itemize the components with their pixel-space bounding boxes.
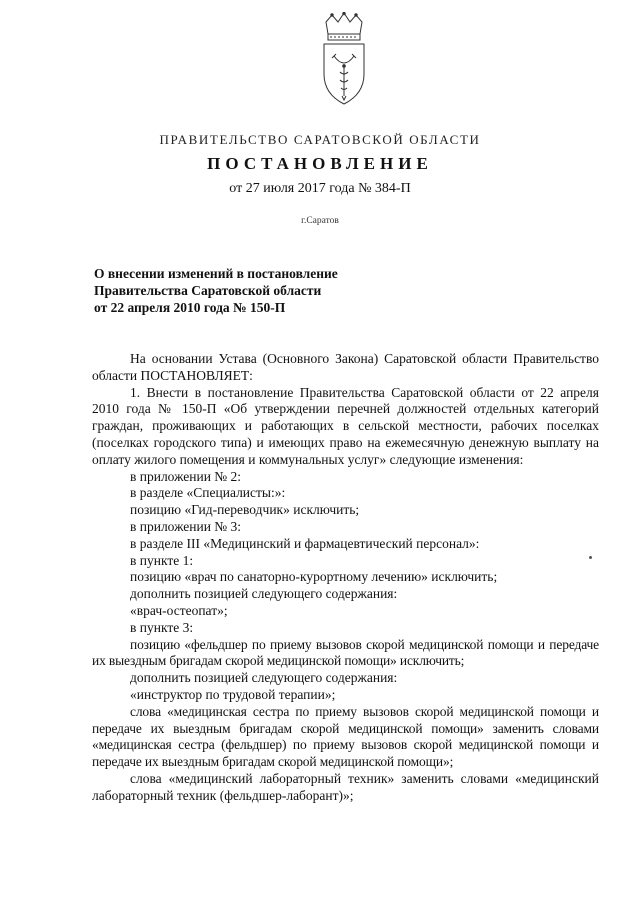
paragraph: позицию «врач по санаторно-курортному лечению» исключить; [130, 569, 498, 585]
document-title [94, 265, 494, 316]
paragraph: в разделе III «Медицинский и фармацевтический персонал»: [130, 535, 480, 551]
title-line: от 22 апреля 2010 года № 150-П [94, 300, 286, 315]
document-type: ПОСТАНОВЛЕНИЕ [207, 154, 433, 173]
paragraph: в пункте 3: [130, 619, 194, 635]
title-line: Правительства Саратовской области [94, 283, 322, 298]
paragraph: слова «медицинский лабораторный техник» заменить словами «медицинский лабораторный техник (фельдшер-лаборант)»; [92, 770, 599, 803]
paragraph: в пункте 1: [130, 552, 194, 568]
paragraph: дополнить позицией следующего содержания: [130, 586, 398, 602]
scan-speck [589, 556, 592, 559]
paragraph-basis: На основании Устава (Основного Закона) Саратовской области Правительство области ПОСТАНОВЛЯЕТ: [92, 351, 599, 383]
document-body [92, 351, 599, 805]
paragraph-item-1: 1. Внести в постановление Правительства Саратовской области от 22 апреля 2010 года № 150-П «Об утверждении перечней должностей отдельных категорий граждан, проживающих и работающих в сельской местности, рабочих поселках (поселках городского типа) и имеющих право на ежемесячную денежную выплату на оплату жилого помещения и коммунальных услуг» следующие изменения: [92, 384, 599, 467]
paragraph: дополнить позицией следующего содержания: [130, 670, 398, 686]
saratov-coat-of-arms-icon [316, 12, 372, 112]
government-name: ПРАВИТЕЛЬСТВО САРАТОВСКОЙ ОБЛАСТИ [159, 132, 481, 147]
title-line: О внесении изменений в постановление [94, 266, 338, 281]
city-name: г.Саратов [301, 216, 339, 226]
paragraph: в разделе «Специалисты:»: [130, 485, 286, 501]
paragraph: позицию «Гид-переводчик» исключить; [130, 502, 360, 518]
document-date-number: от 27 июля 2017 года № 384-П [229, 181, 411, 196]
paragraph: в приложении № 2: [130, 468, 242, 484]
paragraph: в приложении № 3: [130, 518, 242, 534]
paragraph: позицию «фельдшер по приему вызовов скорой медицинской помощи и передаче их выездным бригадам скорой медицинской помощи» исключить; [92, 636, 599, 669]
paragraph: слова «медицинская сестра по приему вызовов скорой медицинской помощи и передаче их выездным бригадам скорой медицинской помощи» заменить словами «медицинская сестра (фельдшер) по приему вызовов скорой медицинской помощи и передаче их выездным бригадам скорой медицинской помощи»; [92, 703, 599, 770]
paragraph: «инструктор по трудовой терапии»; [130, 686, 336, 702]
paragraph: «врач-остеопат»; [130, 602, 228, 618]
